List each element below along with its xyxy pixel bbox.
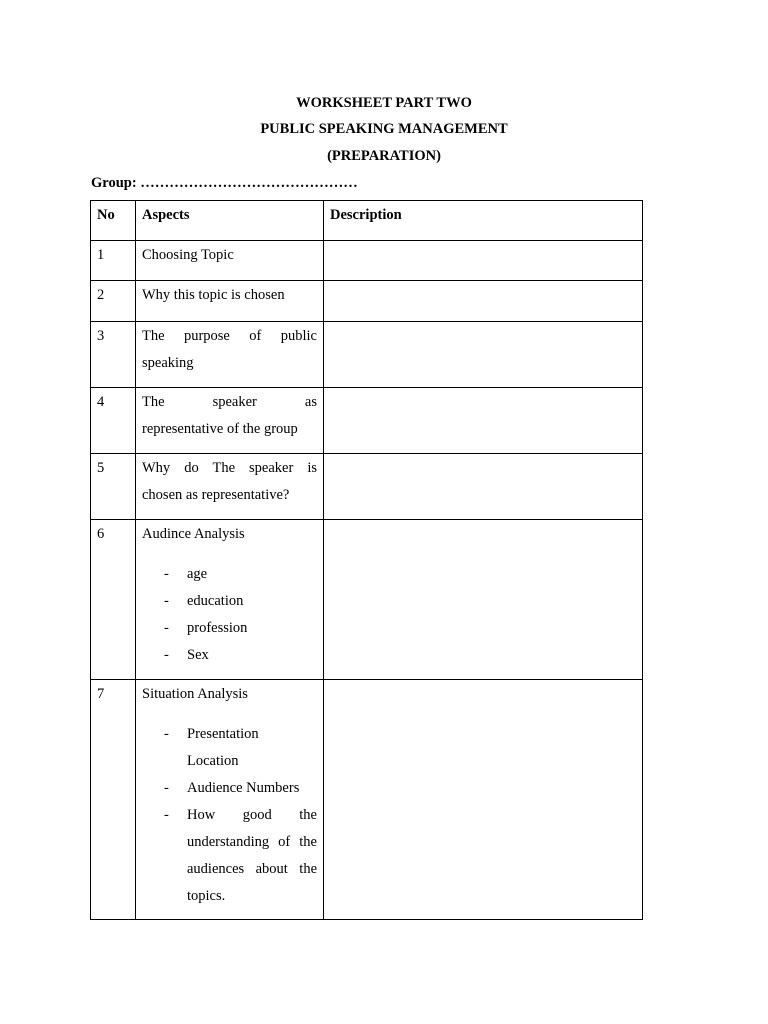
situation-criteria-list bbox=[142, 721, 317, 910]
row-aspect: Why this topic is chosen bbox=[142, 287, 285, 303]
row-aspect-line: chosen as representative? bbox=[142, 487, 290, 503]
worksheet-subtitle: PUBLIC SPEAKING MANAGEMENT bbox=[260, 121, 508, 137]
description-cell[interactable] bbox=[324, 454, 643, 520]
audience-criteria-list bbox=[142, 561, 317, 669]
table-row bbox=[91, 241, 643, 281]
header-description-cell bbox=[324, 201, 643, 241]
row-aspect: Situation Analysis bbox=[142, 686, 248, 702]
table-row bbox=[91, 454, 643, 520]
worksheet-title: WORKSHEET PART TWO bbox=[296, 95, 472, 111]
row-number: 5 bbox=[97, 460, 105, 476]
header-aspects-cell bbox=[136, 201, 324, 241]
header-no-cell bbox=[91, 201, 136, 241]
row-number: 3 bbox=[97, 328, 105, 344]
row-aspect-line: The speaker as bbox=[142, 394, 317, 410]
row-aspect-line: speaking bbox=[142, 355, 194, 371]
list-item: - How good the understanding of the audiences about the topics. bbox=[142, 802, 317, 910]
dash-marker: - bbox=[164, 726, 169, 742]
list-item: - age bbox=[142, 561, 317, 588]
description-cell[interactable] bbox=[324, 322, 643, 388]
row-aspect-line: Why do The speaker is bbox=[142, 460, 317, 476]
row-number: 4 bbox=[97, 394, 105, 410]
dash-marker: - bbox=[164, 566, 169, 582]
group-blank-field: ……………………………………… bbox=[140, 175, 358, 191]
header-aspects: Aspects bbox=[142, 207, 190, 223]
table-header-row bbox=[91, 201, 643, 241]
description-cell[interactable] bbox=[324, 241, 643, 281]
list-item: - profession bbox=[142, 615, 317, 642]
table-row bbox=[91, 322, 643, 388]
description-cell[interactable] bbox=[324, 388, 643, 454]
worksheet-table bbox=[90, 200, 643, 920]
dash-marker: - bbox=[164, 620, 169, 636]
header-no: No bbox=[97, 207, 115, 223]
dash-marker: - bbox=[164, 780, 169, 796]
table-row bbox=[91, 520, 643, 680]
worksheet-stage: (PREPARATION) bbox=[327, 148, 441, 164]
table-row bbox=[91, 281, 643, 322]
list-item: - education bbox=[142, 588, 317, 615]
list-item: - Audience Numbers bbox=[142, 775, 317, 802]
row-number: 2 bbox=[97, 287, 105, 303]
row-aspect-line: representative of the group bbox=[142, 421, 298, 437]
group-label: Group: bbox=[91, 175, 137, 191]
row-number: 6 bbox=[97, 526, 105, 542]
table-row bbox=[91, 680, 643, 920]
description-cell[interactable] bbox=[324, 680, 643, 920]
table-row bbox=[91, 388, 643, 454]
dash-marker: - bbox=[164, 807, 169, 823]
row-number: 1 bbox=[97, 247, 105, 263]
description-cell[interactable] bbox=[324, 520, 643, 680]
row-aspect-line: The purpose of public bbox=[142, 328, 317, 344]
list-item: - Presentation Location bbox=[142, 721, 317, 775]
list-item: - Sex bbox=[142, 642, 317, 669]
row-number: 7 bbox=[97, 686, 105, 702]
group-line bbox=[91, 174, 358, 192]
row-aspect: Choosing Topic bbox=[142, 247, 234, 263]
dash-marker: - bbox=[164, 593, 169, 609]
row-aspect: Audince Analysis bbox=[142, 526, 245, 542]
header-description: Description bbox=[330, 207, 402, 223]
dash-marker: - bbox=[164, 647, 169, 663]
description-cell[interactable] bbox=[324, 281, 643, 322]
